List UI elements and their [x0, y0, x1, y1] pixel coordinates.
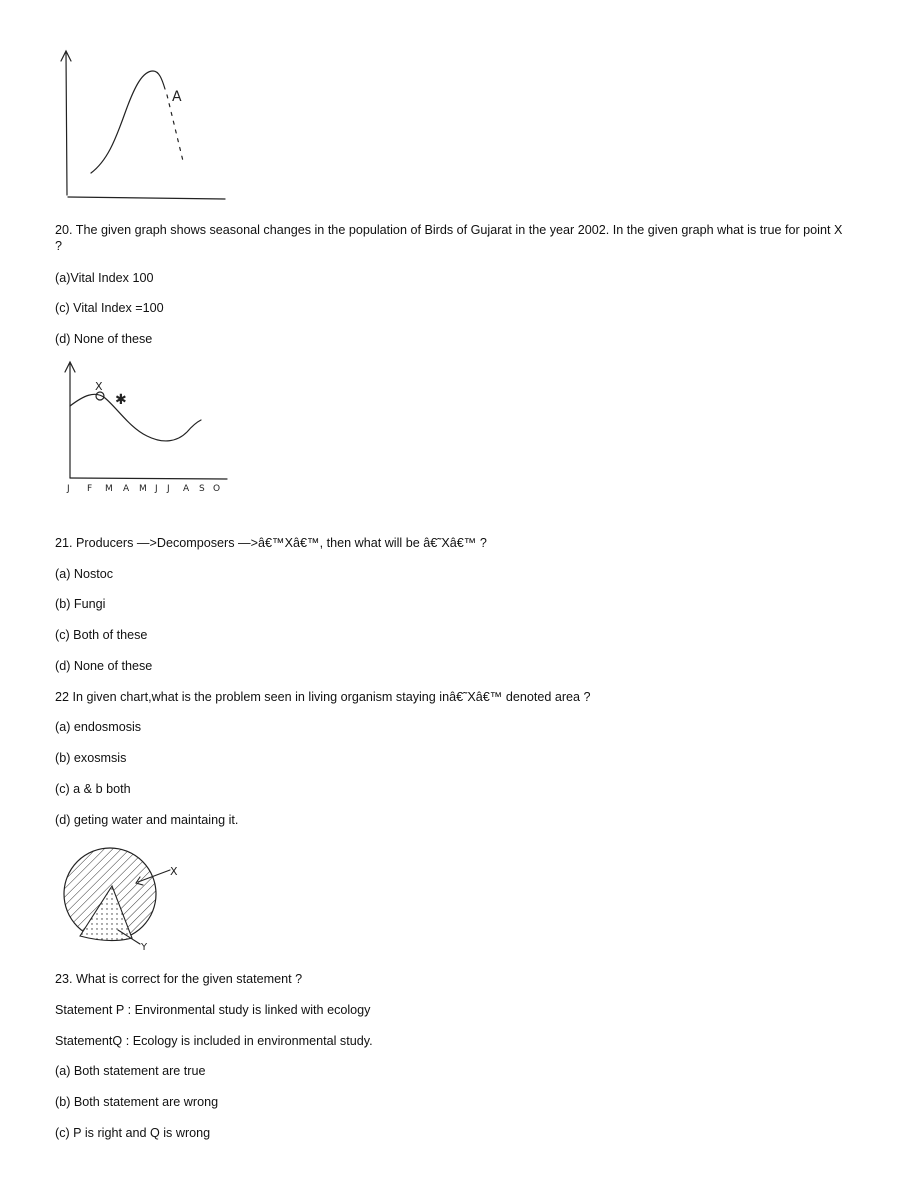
- x-axis: [70, 478, 227, 479]
- q21-option-a: (a) Nostoc: [55, 567, 114, 581]
- question-22-text: 22 In given chart,what is the problem seen in living organism staying inâ€˜Xâ€™ denoted area ?: [55, 690, 591, 704]
- figure-1-population-curve: [55, 45, 235, 205]
- label-y: Y: [141, 942, 148, 953]
- y-axis: [66, 53, 67, 195]
- q21-option-d: (d) None of these: [55, 659, 153, 673]
- q23-option-c: (c) P is right and Q is wrong: [55, 1126, 211, 1140]
- point-x-label: X: [95, 380, 103, 393]
- q22-option-d: (d) geting water and maintaing it.: [55, 813, 239, 827]
- question-21-text: 21. Producers —>Decomposers —>â€™Xâ€™, then what will be â€˜Xâ€™ ?: [55, 536, 487, 550]
- population-curve: [70, 394, 201, 441]
- month-label: A: [123, 484, 130, 494]
- month-label: J: [167, 484, 170, 494]
- month-label: F: [87, 484, 93, 494]
- month-label: O: [213, 484, 221, 494]
- population-curve: [91, 71, 165, 173]
- x-axis: [68, 197, 225, 199]
- month-label: J: [155, 484, 158, 494]
- star-icon: ✱: [115, 392, 127, 408]
- month-label: S: [199, 484, 205, 494]
- figure-3-circle-diagram: [60, 842, 190, 954]
- q21-option-b: (b) Fungi: [55, 597, 106, 611]
- month-label: J: [67, 484, 70, 494]
- label-a: A: [172, 89, 182, 105]
- q23-option-b: (b) Both statement are wrong: [55, 1095, 219, 1109]
- figure-2-seasonal-graph: [55, 358, 240, 498]
- q21-option-c: (c) Both of these: [55, 628, 148, 642]
- month-label: M: [139, 484, 147, 494]
- statement-p: Statement P : Environmental study is linked with ecology: [55, 1003, 371, 1017]
- q20-option-c: (c) Vital Index =100: [55, 301, 164, 315]
- label-x: X: [170, 865, 178, 878]
- q22-option-b: (b) exosmsis: [55, 751, 127, 765]
- question-20-text: 20. The given graph shows seasonal changes in the population of Birds of Gujarat in the year 2002. In the given graph what is true for point X ?: [55, 223, 843, 253]
- q22-option-a: (a) endosmosis: [55, 720, 142, 734]
- q20-option-a: (a)Vital Index 100: [55, 271, 154, 285]
- q22-option-c: (c) a & b both: [55, 782, 131, 796]
- month-label: M: [105, 484, 113, 494]
- month-label: A: [183, 484, 190, 494]
- q23-option-a: (a) Both statement are true: [55, 1064, 206, 1078]
- statement-q: StatementQ : Ecology is included in environmental study.: [55, 1034, 373, 1048]
- q20-option-d: (d) None of these: [55, 332, 153, 346]
- question-23-text: 23. What is correct for the given statement ?: [55, 972, 303, 986]
- month-axis-labels: [66, 484, 220, 494]
